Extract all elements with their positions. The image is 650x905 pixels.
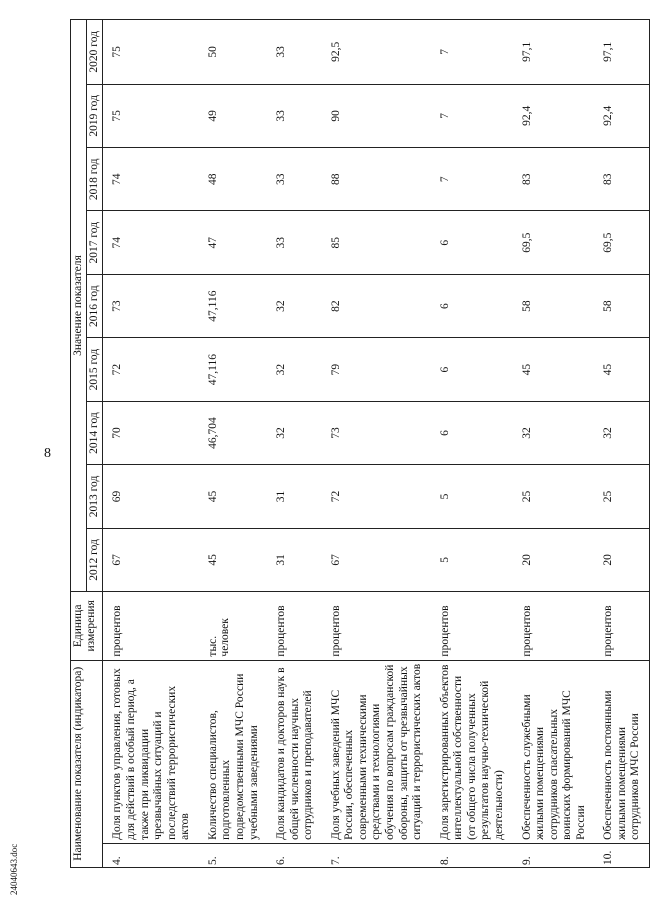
- header-year: 2019 год: [87, 84, 103, 147]
- header-indicator-name: Наименование показателя (индикатора): [71, 660, 103, 867]
- value-cell: 92,5: [322, 20, 431, 85]
- header-year: 2020 год: [87, 20, 103, 85]
- value-cell: 83: [513, 148, 595, 211]
- indicator-name: Обеспеченность служебными жилыми помещениями сотрудников спасательных воинских формирований МЧС России: [513, 660, 595, 843]
- header-year: 2018 год: [87, 148, 103, 211]
- row-number: 5.: [199, 843, 267, 867]
- indicator-name: Доля кандидатов и докторов наук в общей численности научных сотрудников и преподавателей: [267, 660, 322, 843]
- value-cell: 32: [267, 401, 322, 464]
- value-cell: 74: [103, 211, 199, 274]
- value-cell: 46,704: [199, 401, 267, 464]
- indicator-name: Доля пунктов управления, готовых для действий в особый период, а также при ликвидации чрезвычайных ситуаций и последствий террористических актов: [103, 660, 199, 843]
- value-cell: 6: [431, 274, 513, 337]
- row-number: 6.: [267, 843, 322, 867]
- row-number: 7.: [322, 843, 431, 867]
- unit-cell: процентов: [431, 592, 513, 660]
- unit-cell: процентов: [103, 592, 199, 660]
- value-cell: 33: [267, 20, 322, 85]
- value-cell: 31: [267, 528, 322, 591]
- rotated-table-container: [70, 19, 642, 868]
- unit-cell: процентов: [513, 592, 595, 660]
- header-unit: Единица измерения: [71, 592, 103, 660]
- value-cell: 69,5: [513, 211, 595, 274]
- value-cell: 88: [322, 148, 431, 211]
- table-row: [267, 20, 322, 868]
- indicators-table: [70, 19, 650, 868]
- table-row: [431, 20, 513, 868]
- value-cell: 33: [267, 211, 322, 274]
- header-year: 2016 год: [87, 274, 103, 337]
- table-row: [199, 20, 267, 868]
- value-cell: 67: [103, 528, 199, 591]
- value-cell: 47: [199, 211, 267, 274]
- value-cell: 58: [513, 274, 595, 337]
- value-cell: 72: [322, 465, 431, 528]
- value-cell: 5: [431, 528, 513, 591]
- unit-cell: процентов: [322, 592, 431, 660]
- row-number: 4.: [103, 843, 199, 867]
- header-year: 2017 год: [87, 211, 103, 274]
- value-cell: 67: [322, 528, 431, 591]
- indicator-name: Доля зарегистрированных объектов интеллектуальной собственности (от общего числа полученных результатов научно-технической деятельности): [431, 660, 513, 843]
- value-cell: 5: [431, 465, 513, 528]
- row-number: 9.: [513, 843, 595, 867]
- value-cell: 90: [322, 84, 431, 147]
- value-cell: 6: [431, 401, 513, 464]
- value-cell: 92,4: [594, 84, 649, 147]
- value-cell: 97,1: [513, 20, 595, 85]
- document-footer: 24040643.doc: [9, 843, 19, 895]
- value-cell: 45: [594, 338, 649, 401]
- value-cell: 69: [103, 465, 199, 528]
- value-cell: 33: [267, 84, 322, 147]
- value-cell: 45: [199, 528, 267, 591]
- value-cell: 97,1: [594, 20, 649, 85]
- value-cell: 47,116: [199, 338, 267, 401]
- header-year: 2012 год: [87, 528, 103, 591]
- value-cell: 20: [594, 528, 649, 591]
- value-cell: 33: [267, 148, 322, 211]
- value-cell: 48: [199, 148, 267, 211]
- value-cell: 25: [594, 465, 649, 528]
- page-number: 8: [44, 446, 51, 461]
- value-cell: 6: [431, 211, 513, 274]
- value-cell: 31: [267, 465, 322, 528]
- value-cell: 45: [199, 465, 267, 528]
- value-cell: 75: [103, 20, 199, 85]
- row-number: 8.: [431, 843, 513, 867]
- table-row: [322, 20, 431, 868]
- value-cell: 72: [103, 338, 199, 401]
- indicator-name: Количество специалистов, подготовленных подведомственными МЧС России учебными заведениями: [199, 660, 267, 843]
- value-cell: 32: [267, 338, 322, 401]
- value-cell: 92,4: [513, 84, 595, 147]
- value-cell: 83: [594, 148, 649, 211]
- value-cell: 79: [322, 338, 431, 401]
- header-year: 2013 год: [87, 465, 103, 528]
- value-cell: 69,5: [594, 211, 649, 274]
- value-cell: 73: [322, 401, 431, 464]
- value-cell: 20: [513, 528, 595, 591]
- value-cell: 32: [267, 274, 322, 337]
- value-cell: 74: [103, 148, 199, 211]
- value-cell: 49: [199, 84, 267, 147]
- value-cell: 25: [513, 465, 595, 528]
- table-body: [103, 20, 650, 868]
- value-cell: 50: [199, 20, 267, 85]
- value-cell: 70: [103, 401, 199, 464]
- table-row: [513, 20, 595, 868]
- header-values-group: Значение показателя: [71, 20, 87, 592]
- unit-cell: процентов: [594, 592, 649, 660]
- table-row: [103, 20, 199, 868]
- header-year: 2014 год: [87, 401, 103, 464]
- value-cell: 47,116: [199, 274, 267, 337]
- value-cell: 6: [431, 338, 513, 401]
- unit-cell: тыс. человек: [199, 592, 267, 660]
- value-cell: 75: [103, 84, 199, 147]
- value-cell: 7: [431, 148, 513, 211]
- value-cell: 7: [431, 20, 513, 85]
- value-cell: 32: [594, 401, 649, 464]
- value-cell: 85: [322, 211, 431, 274]
- indicator-name: Доля учебных заведений МЧС России, обеспеченных современными техническими средствами и технологиями обучения по вопросам гражданской обороны, защиты от чрезвычайных ситуаций и террористических актов: [322, 660, 431, 843]
- value-cell: 58: [594, 274, 649, 337]
- value-cell: 73: [103, 274, 199, 337]
- value-cell: 32: [513, 401, 595, 464]
- value-cell: 45: [513, 338, 595, 401]
- header-year: 2015 год: [87, 338, 103, 401]
- indicator-name: Обеспеченность постоянными жилыми помещениями сотрудников МЧС России: [594, 660, 649, 843]
- value-cell: 7: [431, 84, 513, 147]
- row-number: 10.: [594, 843, 649, 867]
- table-row: [594, 20, 649, 868]
- unit-cell: процентов: [267, 592, 322, 660]
- value-cell: 82: [322, 274, 431, 337]
